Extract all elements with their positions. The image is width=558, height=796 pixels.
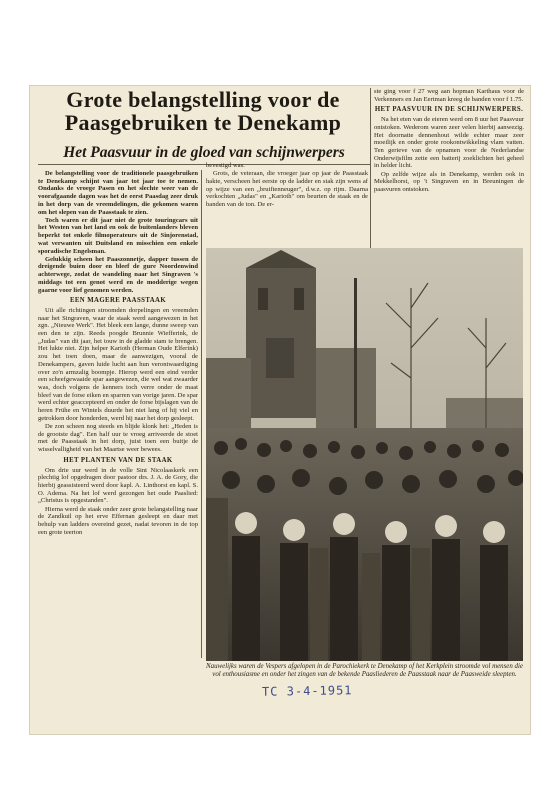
article-column-1 [38,170,198,642]
article-column-3 [374,88,524,248]
headline-line-2: Paasgebruiken te Denekamp [64,110,342,135]
column-divider [370,88,371,248]
headline [38,88,368,134]
headline-line-1: Grote belangstelling voor de [66,87,340,112]
section-heading: HET PAASVUUR IN DE SCHIJNWERPERS. [374,106,524,114]
paragraph: Toch waren er dit jaar niet de grote touringcars uit het Westen van het land en ook de buitenlanders bleven beperkt tot enkele filmoperateurs uit de Sinjorenstad, wat verwanten uit Duitsland en misschien een enkele sporadische Engelsman. [38,216,198,255]
paragraph: Na het eten van de eieren werd om 8 uur het Paasvuur ontstoken. Wederom waren zeer velen hierbij aanwezig. Het doornatte dennenhout wilde echter maar zeer moeilijk en onder grote rookontwikkeling vlam vatten. Ten gerieve van de opnamen voor de Nederlandse Onderwijsfilm zette een batterij zoeklichten het geheel in helder licht. [374,116,524,170]
paragraph: De zon scheen nog steeds en blijde klonk het: „Heden is de grootste dag". Een half uur te vroeg arriveerde de stoet met de Paasstaak in het dorp, juist toen een buitje de wisselvalligheid van het Maartse weer bewees. [38,423,198,454]
section-heading: HET PLANTEN VAN DE STAAK [63,456,173,464]
section-heading: EEN MAGERE PAASSTAAK [69,297,167,305]
paragraph: ste ging voor f 27 weg aan hopman Karthaus voor de Verkenners en Jan Eertman kreeg de banden voor f 1.75. [374,88,524,103]
paragraph: Op zelfde wijze als in Denekamp, werden ook in Mekkelhorst, op 't Singraven en in Breuningen de paasvuren ontstoken. [374,170,524,193]
paragraph: Hierna werd de staak onder zeer grote belangstelling naar de Zandkuil op het erve Effernan gesleept en daar met behulp van ladders overeind gezet, nadat tevoren in de top een grote teerton [38,505,198,536]
crowd-photo-illustration [206,248,523,661]
column-divider [201,170,202,658]
crowd-photo [206,248,523,661]
paragraph: Om drie uur werd in de volle Sint Nicolaaskerk een plechtig lof opgedragen door pastoor drs. J. A. de Gory, die hierbij geassisteerd werd door kapl. A. Linthorst en kapl. S. O. Adema. Na het lof werd gezongen het oude Paaslied: „Christus is opgestanden". [38,466,198,505]
paragraph: bevestigd was. [206,162,245,169]
paragraph: Gelukkig scheen het Paaszonnetje, dapper tussen de dreigende buien door en bleef de gure Noordenwind achterwege, zodat de wandeling naar het Singraven 's middags tot een genot werd en de modderige wegen gaarne voor lief genomen werden. [38,255,198,294]
handwritten-date-note: TC 3-4-1951 [261,683,353,699]
article-column-2 [206,162,368,242]
paragraph: De belangstelling voor de traditionele paasgebruiken te Denekamp schijnt van jaar tot jaar toe te nemen. Ondanks de vroege Pasen en het slechte weer van de voorafgaande dagen was het de eerst Paasdag zeer druk in het dorp van de vreemdelingen, die gekomen waren om het slepen van de Paasstaak te zien. [38,170,198,216]
photo-caption: Nauwelijks waren de Vespers afgelopen in de Parochiekerk te Denekamp of het Kerkplein stroomde vol mensen die vol enthousiasme en onder het zingen van de bekende Paasliederen de Paasstaak naar de Paasweide sleepten. [206,663,523,679]
subheadline: Het Paasvuur in de gloed van schijnwerpers [63,144,345,161]
paragraph: Grots, de veteraan, die vroeger jaar op jaar de Paasstaak hakte, verscheen het eerste op de ladder en stak zijn wens af op wijze van een „bruiftenneuger", d.w.z. op rijm. Daarna verkochten „Judas" en „Karioth" om beurten de staak en de banden van de ton. De er- [206,170,368,209]
paragraph: Uit alle richtingen stroomden dorpelingen en vreemden naar het Singraven, waar de staak werd aangewezen in het zgn. „Nieuwe Werk". Het bleek een lange, dunne sweep van een den te zijn. Reeds poogde Brunnie Wiefferink, de „Judas" van dit jaar, het touw in de gladde stam te brengen. Het lukte niet. Zijn helper Karioth (Herman Oude Elferink) zou het toen doen, maar de aanwezigen, vooral de Denekampers, gaven luide lucht aan hun verontwaardiging over zo'n armzalig boompje. Hierop werd een eind verder een scheefgewaaide spar aangewezen, die wel wat zwaarder was, doch volgens de kenners toch verre onder de maat bleef van de forse eiken en sparren van vorige jaren. De spar werd echter geaccepteerd en onder de forse bijslagen van de heren Frühe en Wintels duurde het niet lang of hij viel en getrokken door honderden, werd hij naar het dorp gesleept. [38,306,198,422]
